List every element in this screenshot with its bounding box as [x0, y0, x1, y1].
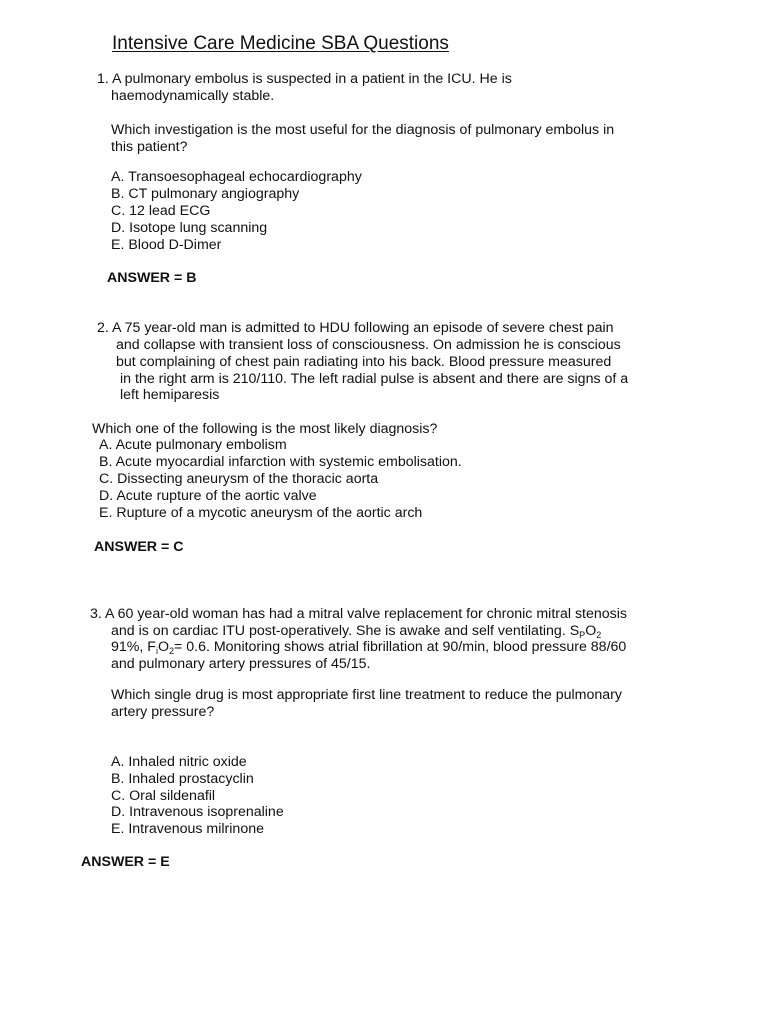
question-2-option-a: A. Acute pulmonary embolism [99, 437, 287, 453]
question-2-stem-line: and collapse with transient loss of consciousness. On admission he is conscious [116, 337, 621, 353]
question-1-stem-line: haemodynamically stable. [111, 88, 275, 104]
question-1-option-b: B. CT pulmonary angiography [111, 186, 300, 202]
question-1-prompt-line: this patient? [111, 139, 188, 155]
question-3-stem-line: and is on cardiac ITU post-operatively. She is awake and self ventilating. $S_PO_2$ [111, 623, 602, 640]
page-title: Intensive Care Medicine SBA Questions [112, 33, 449, 54]
question-1-option-e: E. Blood D-Dimer [111, 237, 222, 253]
question-2-stem-line: 2. A 75 year-old man is admitted to HDU following an episode of severe chest pain [97, 320, 614, 336]
question-1-option-d: D. Isotope lung scanning [111, 220, 268, 236]
question-3-option-c: C. Oral sildenafil [111, 788, 216, 804]
question-1-answer: ANSWER = B [107, 270, 197, 286]
question-3-prompt-line: artery pressure? [111, 704, 215, 720]
question-3-option-b: B. Inhaled prostacyclin [111, 771, 254, 787]
question-3-prompt-line: Which single drug is most appropriate first line treatment to reduce the pulmonary [111, 687, 622, 703]
question-1-option-c: C. 12 lead ECG [111, 203, 211, 219]
question-3-option-a: A. Inhaled nitric oxide [111, 754, 247, 770]
question-3-option-d: D. Intravenous isoprenaline [111, 804, 284, 820]
question-2-stem-line: left hemiparesis [120, 387, 220, 403]
question-2-option-e: E. Rupture of a mycotic aneurysm of the aortic arch [99, 505, 423, 521]
question-3-option-e: E. Intravenous milrinone [111, 821, 264, 837]
question-1-prompt-line: Which investigation is the most useful for the diagnosis of pulmonary embolus in [111, 122, 615, 138]
question-1-option-a: A. Transoesophageal echocardiography [111, 169, 362, 185]
question-2-option-d: D. Acute rupture of the aortic valve [99, 488, 317, 504]
question-2-stem-line: but complaining of chest pain radiating into his back. Blood pressure measured [116, 354, 612, 370]
question-3-stem-line: and pulmonary artery pressures of 45/15. [111, 656, 371, 672]
question-3-stem-line: 91%, $F_iO_2= 0.6$. Monitoring shows atrial fibrillation at 90/min, blood pressure 88/60 [111, 639, 627, 656]
question-2-option-b: B. Acute myocardial infarction with systemic embolisation. [99, 454, 462, 470]
question-2-answer: ANSWER = C [94, 539, 184, 555]
question-3-answer: ANSWER = E [81, 854, 170, 870]
question-3-stem-line: 3. A 60 year-old woman has had a mitral valve replacement for chronic mitral stenosis [90, 606, 628, 622]
question-2-stem-line: in the right arm is 210/110. The left radial pulse is absent and there are signs of a [120, 371, 629, 387]
question-2-option-c: C. Dissecting aneurysm of the thoracic aorta [99, 471, 379, 487]
question-1-stem-line: 1. A pulmonary embolus is suspected in a patient in the ICU. He is [97, 71, 512, 87]
question-2-prompt: Which one of the following is the most likely diagnosis? [92, 421, 438, 437]
